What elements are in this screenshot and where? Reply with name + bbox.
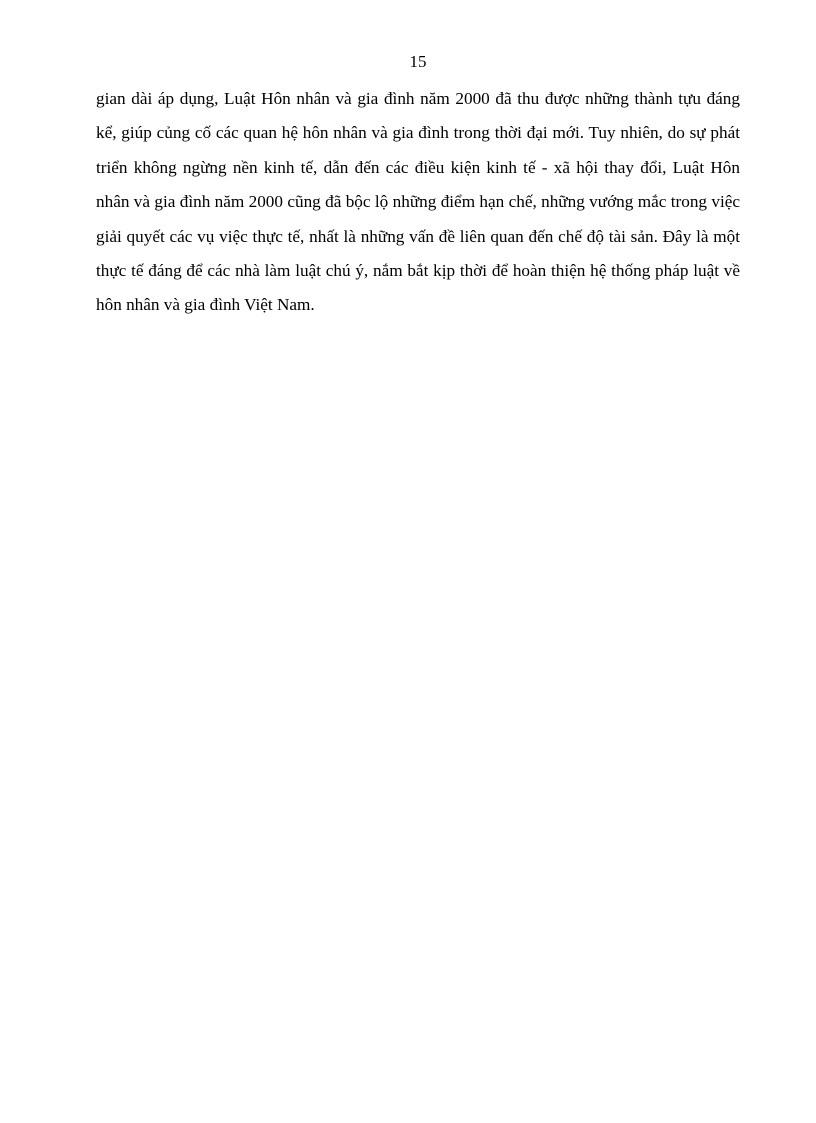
page-number: 15 — [409, 52, 427, 71]
body-paragraph: gian dài áp dụng, Luật Hôn nhân và gia đình năm 2000 đã thu được những thành tựu đáng kể, giúp củng cố các quan hệ hôn nhân và gia đình trong thời đại mới. Tuy nhiên, do sự phát triển không ngừng nền kinh tế, dẫn đến các điều kiện kinh tế - xã hội thay đổi, Luật Hôn nhân và gia đình năm 2000 cũng đã bộc lộ những điểm hạn chế, những vướng mắc trong việc giải quyết các vụ việc thực tế, nhất là những vấn đề liên quan đến chế độ tài sản. Đây là một thực tế đáng để các nhà làm luật chú ý, nắm bắt kịp thời để hoàn thiện hệ thống pháp luật về hôn nhân và gia đình Việt Nam. — [96, 89, 740, 315]
